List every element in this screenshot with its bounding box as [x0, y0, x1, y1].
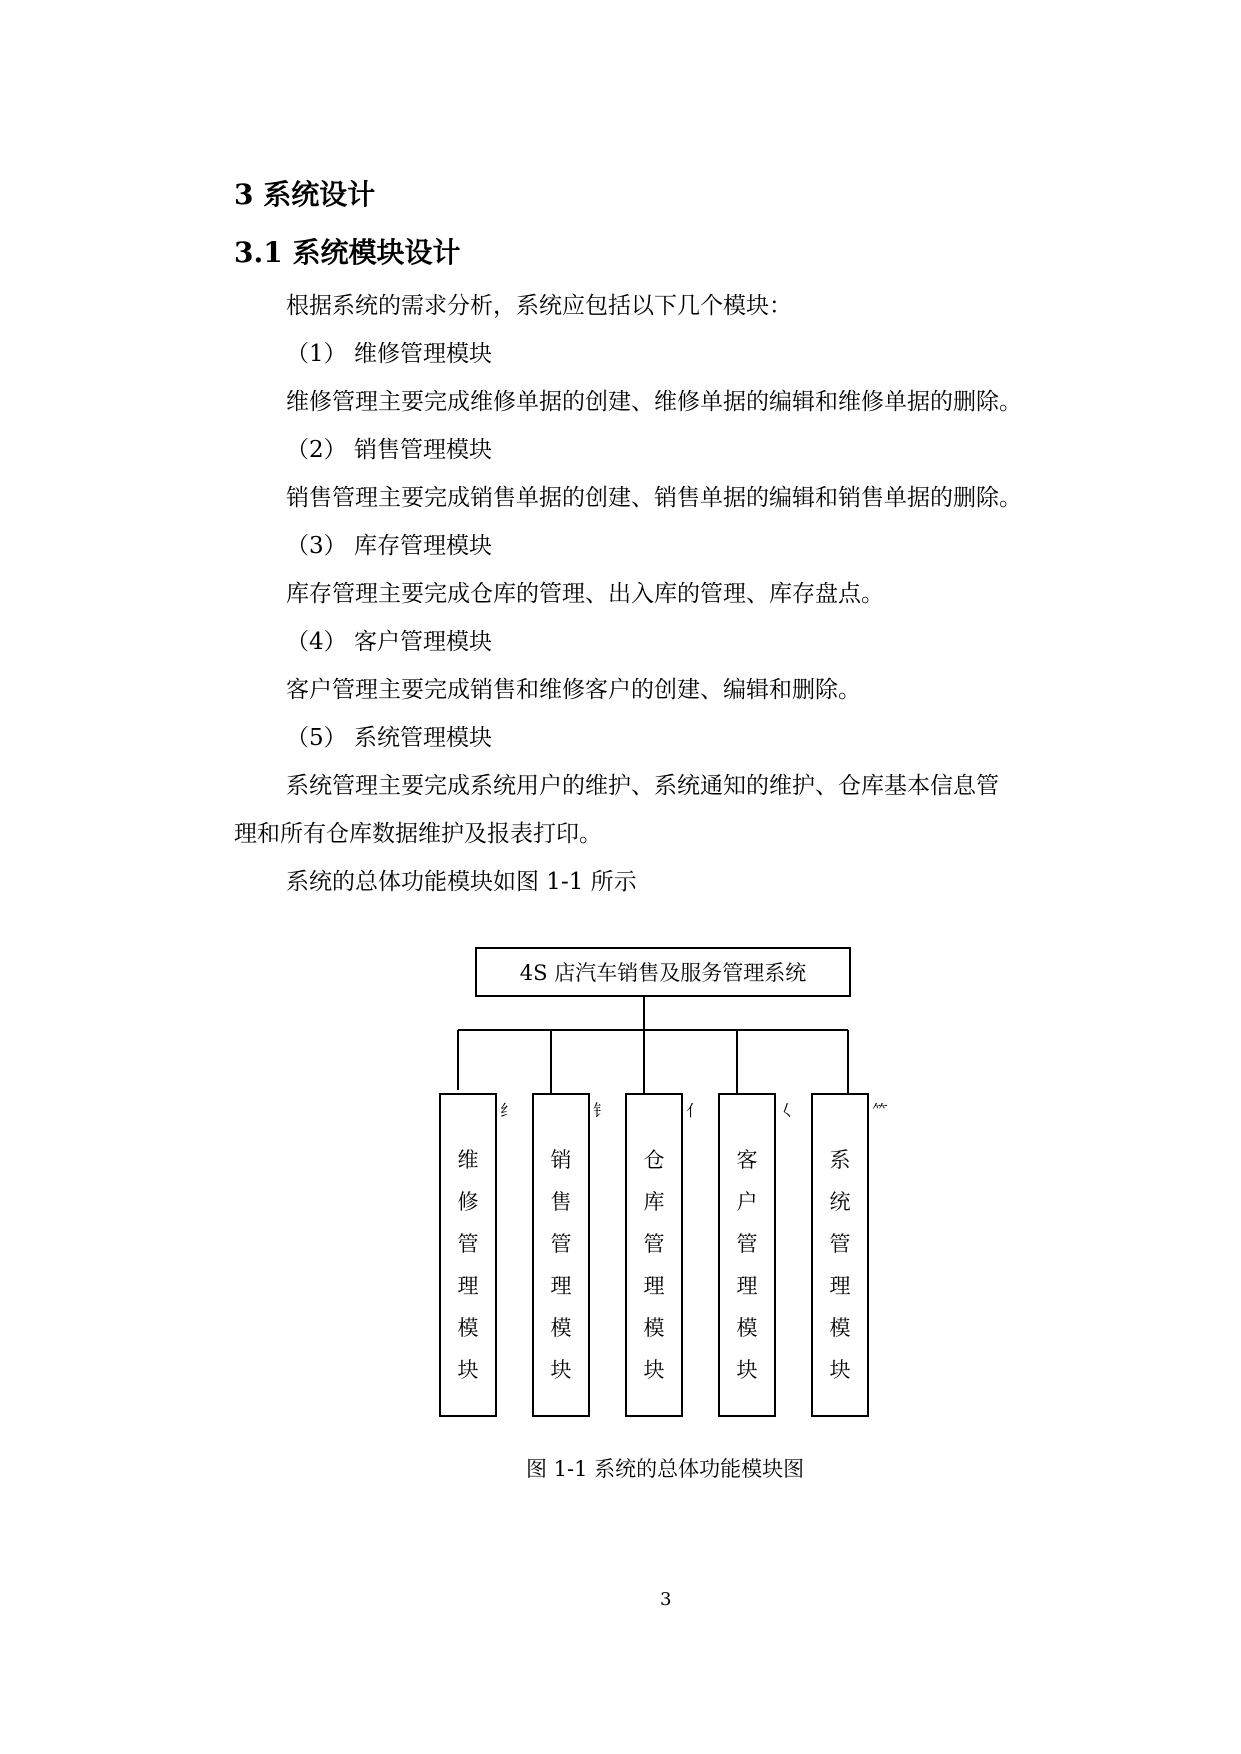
module-item-desc: 系统管理主要完成系统用户的维护、系统通知的维护、仓库基本信息管 — [286, 773, 999, 799]
module-char: 块 — [457, 1358, 479, 1382]
root-label: 4S 店汽车销售及服务管理系统 — [519, 961, 807, 985]
module-item-label: （2） 销售管理模块 — [286, 437, 492, 463]
figure-caption: 图 1-1 系统的总体功能模块图 — [526, 1457, 805, 1481]
module-char: 块 — [550, 1358, 572, 1382]
module-char: 块 — [643, 1358, 665, 1382]
module-char: 管 — [829, 1232, 851, 1256]
module-char: 库 — [643, 1190, 665, 1214]
page-number: 3 — [660, 1589, 672, 1610]
module-char: 统 — [829, 1190, 851, 1214]
module-char: 销 — [550, 1148, 572, 1172]
module-item-desc: 维修管理主要完成维修单据的创建、维修单据的编辑和维修单据的删除。 — [286, 389, 1022, 415]
module-char: 管 — [550, 1232, 572, 1256]
module-item-desc-continued: 理和所有仓库数据维护及报表打印。 — [234, 821, 602, 847]
module-char: 模 — [829, 1316, 851, 1340]
module-char: 修 — [457, 1190, 479, 1214]
module-char: 户 — [736, 1190, 758, 1214]
module-char: 理 — [643, 1274, 665, 1298]
module-char: 模 — [736, 1316, 758, 1340]
stray-glyph: ⺮ — [872, 1101, 889, 1120]
module-char: 块 — [736, 1358, 758, 1382]
module-char: 理 — [550, 1274, 572, 1298]
module-item-desc: 销售管理主要完成销售单据的创建、销售单据的编辑和销售单据的删除。 — [286, 485, 1022, 511]
stray-glyph: 𡿨 — [779, 1101, 796, 1120]
module-item-desc: 库存管理主要完成仓库的管理、出入库的管理、库存盘点。 — [286, 581, 884, 607]
module-char: 模 — [550, 1316, 572, 1340]
module-char: 客 — [736, 1148, 758, 1172]
module-item-label: （3） 库存管理模块 — [286, 533, 492, 559]
module-char: 模 — [643, 1316, 665, 1340]
intro-paragraph: 根据系统的需求分析，系统应包括以下几个模块： — [286, 293, 792, 319]
module-char: 管 — [643, 1232, 665, 1256]
module-char: 仓 — [643, 1148, 665, 1172]
module-char: 模 — [457, 1316, 479, 1340]
module-item-desc: 客户管理主要完成销售和维修客户的创建、编辑和删除。 — [286, 677, 861, 703]
figure-reference: 系统的总体功能模块如图 1-1 所示 — [286, 869, 637, 895]
module-char: 理 — [736, 1274, 758, 1298]
stray-glyph: 钅 — [593, 1101, 610, 1120]
module-item-label: （1） 维修管理模块 — [286, 341, 492, 367]
module-char: 块 — [829, 1358, 851, 1382]
module-char: 系 — [829, 1148, 851, 1172]
module-char: 售 — [550, 1190, 572, 1214]
module-char: 管 — [736, 1232, 758, 1256]
section-heading: 3 系统设计 — [234, 178, 376, 211]
subsection-heading: 3.1 系统模块设计 — [234, 236, 461, 269]
module-char: 管 — [457, 1232, 479, 1256]
module-item-label: （4） 客户管理模块 — [286, 629, 492, 655]
module-char: 理 — [829, 1274, 851, 1298]
module-char: 理 — [457, 1274, 479, 1298]
stray-glyph: 纟 — [500, 1101, 517, 1120]
module-char: 维 — [457, 1148, 479, 1172]
module-item-label: （5） 系统管理模块 — [286, 725, 492, 751]
stray-glyph: 亻 — [686, 1101, 703, 1120]
